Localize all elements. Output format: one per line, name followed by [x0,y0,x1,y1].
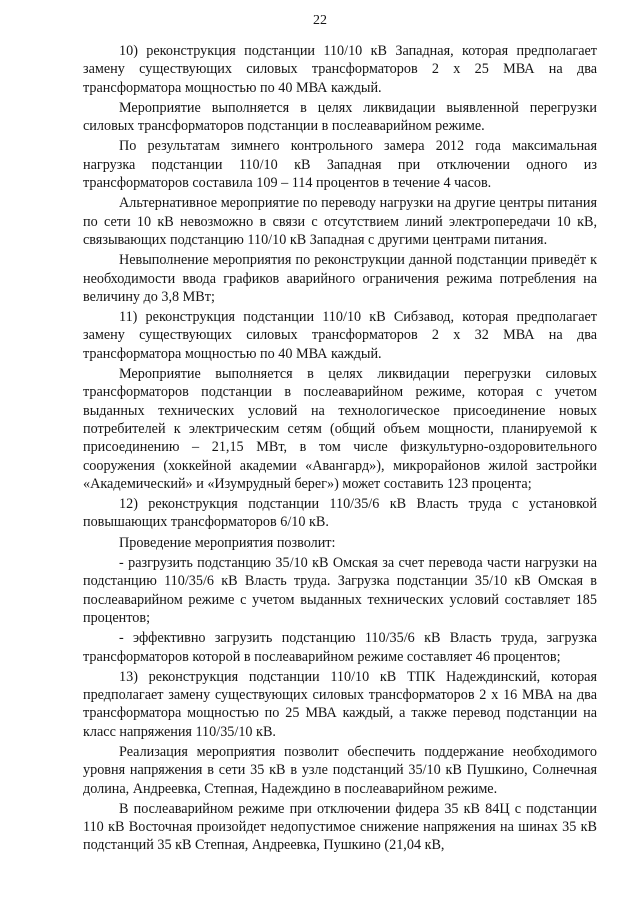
paragraph-realization: Реализация мероприятия позволит обеспечить поддержание необходимого уровня напряжения в сети 35 кВ в узле подстанций 35/10 кВ Пушкино, Солнечная долина, Андреевка, Степная, Надеждино в послеаварийном режиме. [83,743,597,797]
paragraph-consequence: Невыполнение мероприятия по реконструкции данной подстанции приведёт к необходимости ввода графиков аварийного ограничения режима потребления на величину до 3,8 МВт; [83,252,597,305]
document-body [83,42,597,857]
paragraph-item-13: 13) реконструкция подстанции 110/10 кВ ТПК Надеждинский, которая предполагает замену существующих силовых трансформаторов 2 х 16 МВА на два трансформатора мощностью по 25 МВА каждый, а также перевод подстанции на класс напряжения 110/35/10 кВ. [83,668,597,740]
paragraph-item-10: 10) реконструкция подстанции 110/10 кВ Западная, которая предполагает замену существующих силовых трансформаторов 2 х 25 МВА на два трансформатора мощностью по 40 МВА каждый. [83,43,597,96]
paragraph-allows: Проведение мероприятия позволит: [119,534,336,551]
paragraph-item-11: 11) реконструкция подстанции 110/10 кВ Сибзавод, которая предполагает замену существующих силовых трансформаторов 2 х 32 МВА на два трансформатора мощностью по 40 МВА каждый. [83,309,597,362]
paragraph-alternative: Альтернативное мероприятие по переводу нагрузки на другие центры питания по сети 10 кВ невозможно в связи с отсутствием линий электропередачи 10 кВ, связывающих подстанцию 110/10 кВ Западная с другими центрами питания. [83,195,597,248]
paragraph-item-12: 12) реконструкция подстанции 110/35/6 кВ Власть труда с установкой повышающих трансформаторов 6/10 кВ. [83,496,597,531]
paragraph-post-emergency: В послеаварийном режиме при отключении фидера 35 кВ 84Ц с подстанции 110 кВ Восточная произойдет недопустимое снижение напряжения на шинах 35 кВ подстанций 35 кВ Степная, Андреевка, Пушкино (21,04 кВ, [83,800,597,854]
paragraph-bullet-unload: - разгрузить подстанцию 35/10 кВ Омская за счет перевода части нагрузки на подстанцию 110/35/6 кВ Власть труда. Загрузка подстанции 35/10 кВ Омская в послеаварийном режиме с учетом выданных технических условий составляет 185 процентов; [83,555,597,626]
paragraph-bullet-load: - эффективно загрузить подстанцию 110/35/6 кВ Власть труда, загрузка трансформаторов которой в послеаварийном режиме составляет 46 процентов; [83,630,597,665]
paragraph-item-11-purpose: Мероприятие выполняется в целях ликвидации перегрузки силовых трансформаторов подстанции в послеаварийном режиме, которая с учетом выданных технических условий на технологическое присоединение новых потребителей к электрическим сетям (общий объем мощности, планируемой к присоединению – 21,15 МВт, в том числе физкультурно-оздоровительного сооружения (хоккейной академии «Авангард»), микрорайонов жилой застройки «Академический» и «Изумрудный берег») может составить 123 процента; [83,366,597,492]
page-number: 22 [313,13,327,28]
paragraph-measurement: По результатам зимнего контрольного замера 2012 года максимальная нагрузка подстанции 110/10 кВ Западная при отключении одного из трансформаторов составила 109 – 114 процентов в течение 4 часов. [83,138,597,192]
paragraph-purpose: Мероприятие выполняется в целях ликвидации выявленной перегрузки силовых трансформаторов подстанции в послеаварийном режиме. [83,99,597,135]
